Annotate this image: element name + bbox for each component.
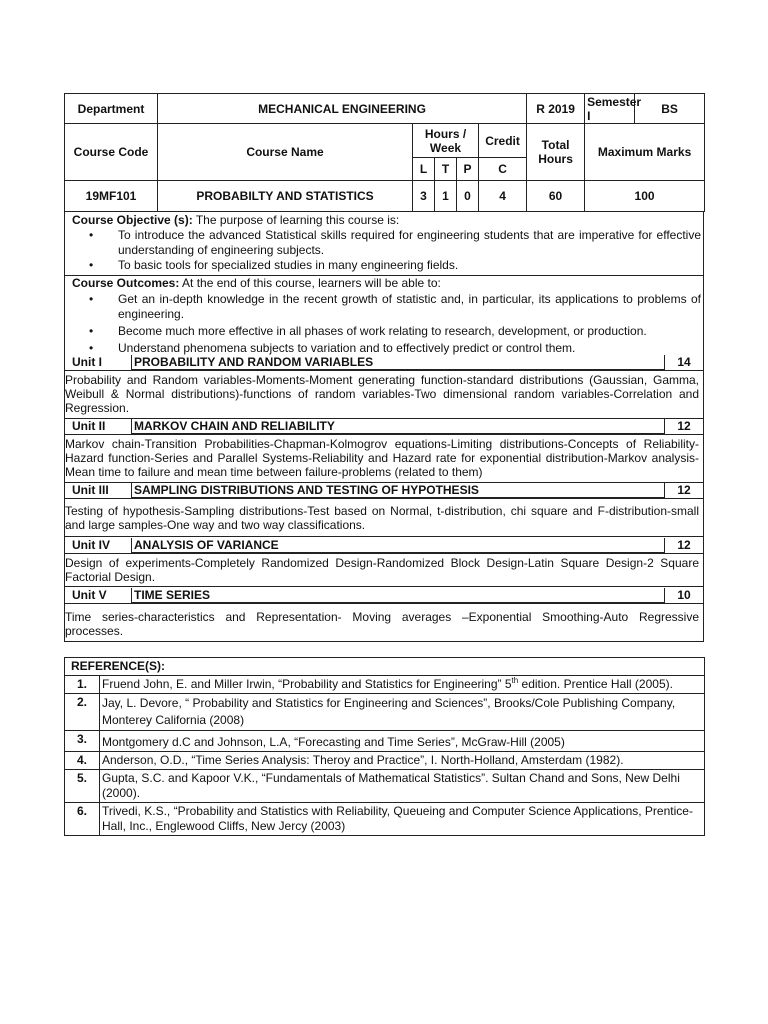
unit-hours: 12 (677, 419, 691, 433)
unit-title: SAMPLING DISTRIBUTIONS AND TESTING OF HYPOTHESIS (131, 483, 665, 498)
unit-number: Unit IV (72, 538, 110, 552)
unit-hours: 12 (677, 538, 691, 552)
objective-item: • To basic tools for specialized studies in many engineering fields. (89, 258, 459, 272)
max-marks-label: Maximum Marks (585, 124, 705, 181)
reference-number: 5. (65, 770, 100, 803)
unit-title: PROBABILITY AND RANDOM VARIABLES (131, 355, 665, 370)
unit-title: MARKOV CHAIN AND RELIABILITY (131, 419, 665, 434)
unit-hours: 14 (677, 355, 691, 369)
p-value: 0 (457, 181, 479, 212)
category: BS (635, 94, 705, 124)
unit-number: Unit V (72, 588, 107, 602)
reference-item: Trivedi, K.S., “Probability and Statistics with Reliability, Queueing and Computer Science Applications, Prentice-Hall, Inc., Englewood Cliffs, New Jercy (2003) (100, 803, 705, 836)
outcomes-intro: At the end of this course, learners will be able to: (179, 276, 441, 290)
course-outcomes (65, 276, 703, 356)
outcomes-label: Course Outcomes: (72, 276, 180, 290)
l-label: L (413, 158, 435, 181)
hours-week-label: Hours / Week (413, 124, 479, 158)
reference-number: 4. (65, 752, 100, 770)
outcome-item: • Understand phenomena subjects to variation and to effectively predict or control them. (89, 341, 576, 355)
unit-title: TIME SERIES (131, 588, 665, 603)
unit-1-row (65, 355, 703, 370)
reference-item: Fruend John, E. and Miller Irwin, “Probability and Statistics for Engineering” 5th edition. Prentice Hall (2005). (100, 676, 705, 694)
course-name-label: Course Name (158, 124, 413, 181)
l-value: 3 (413, 181, 435, 212)
t-value: 1 (435, 181, 457, 212)
unit-number: Unit III (72, 483, 109, 497)
reference-item: Gupta, S.C. and Kapoor V.K., “Fundamentals of Mathematical Statistics”. Sultan Chand and Sons, New Delhi (2000). (100, 770, 705, 803)
c-label: C (479, 158, 527, 181)
outcome-item: • Become much more effective in all phases of work relating to research, development, or production. (89, 324, 647, 338)
reference-number: 6. (65, 803, 100, 836)
reference-item: Jay, L. Devore, “ Probability and Statistics for Engineering and Sciences”, Brooks/Cole Publishing Company, Monterey California (2008) (100, 694, 705, 731)
semester: Semester I (585, 94, 635, 124)
unit-3-content: Testing of hypothesis-Sampling distributions-Test based on Normal, t-distribution, chi square and F-distribution-small and large samples-One way and two way classifications. (65, 504, 699, 532)
reference-item: Anderson, O.D., “Time Series Analysis: Theroy and Practice”, I. North-Holland, Amsterdam (1982). (100, 752, 705, 770)
department-label: Department (65, 94, 158, 124)
c-value: 4 (479, 181, 527, 212)
unit-number: Unit II (72, 419, 106, 433)
max-marks: 100 (585, 181, 705, 212)
unit-4-content: Design of experiments-Completely Randomized Design-Randomized Block Design-Latin Square Design-2 Square Factorial Design. (65, 556, 699, 584)
objective-item: • To introduce the advanced Statistical skills required for engineering students that are imperative for effective understanding of engineering subjects. (89, 228, 701, 257)
t-label: T (435, 158, 457, 181)
objectives-label: Course Objective (s): (72, 213, 193, 227)
course-code: 19MF101 (65, 181, 158, 212)
department-value: MECHANICAL ENGINEERING (158, 94, 527, 124)
unit-4-row (65, 538, 703, 553)
unit-5-content: Time series-characteristics and Representation- Moving averages –Exponential Smoothing-Auto Regressive processes. (65, 610, 699, 638)
reference-number: 1. (65, 676, 100, 694)
p-label: P (457, 158, 479, 181)
course-code-label: Course Code (65, 124, 158, 181)
references-table (64, 657, 705, 836)
references-label: REFERENCE(S): (65, 658, 705, 676)
unit-2-row (65, 419, 703, 434)
unit-number: Unit I (72, 355, 102, 369)
course-objectives (65, 213, 703, 273)
unit-hours: 10 (677, 588, 691, 602)
course-name: PROBABILTY AND STATISTICS (158, 181, 413, 212)
unit-hours: 12 (677, 483, 691, 497)
credit-label: Credit (479, 124, 527, 158)
unit-5-row (65, 588, 703, 603)
unit-1-content: Probability and Random variables-Moments-Moment generating function-standard distributions (Gaussian, Gamma, Weibull & Normal distributions)-functions of random variables-Two dimensional random variables-Correlation and Regression. (65, 373, 699, 415)
course-header-table (64, 93, 705, 212)
course-body (64, 212, 704, 642)
unit-2-content: Markov chain-Transition Probabilities-Chapman-Kolmogrov equations-Limiting distributions-Concepts of Reliability-Hazard function-Series and Parallel Systems-Reliability and Hazard rate for exponential distribution-Markov analysis-Mean time to failure and mean time between failure-problems (related to them) (65, 437, 699, 479)
reference-number: 2. (65, 694, 100, 731)
total-hours-label: Total Hours (527, 124, 585, 181)
unit-title: ANALYSIS OF VARIANCE (131, 538, 665, 553)
unit-3-row (65, 483, 703, 498)
reference-item: Montgomery d.C and Johnson, L.A, “Forecasting and Time Series”, McGraw-Hill (2005) (100, 731, 705, 752)
objectives-intro: The purpose of learning this course is: (192, 213, 400, 227)
reference-number: 3. (65, 731, 100, 752)
total-hours: 60 (527, 181, 585, 212)
outcome-item: • Get an in-depth knowledge in the recent growth of statistic and, in particular, its applications to problems of engineering. (89, 292, 701, 321)
regulation: R 2019 (527, 94, 585, 124)
